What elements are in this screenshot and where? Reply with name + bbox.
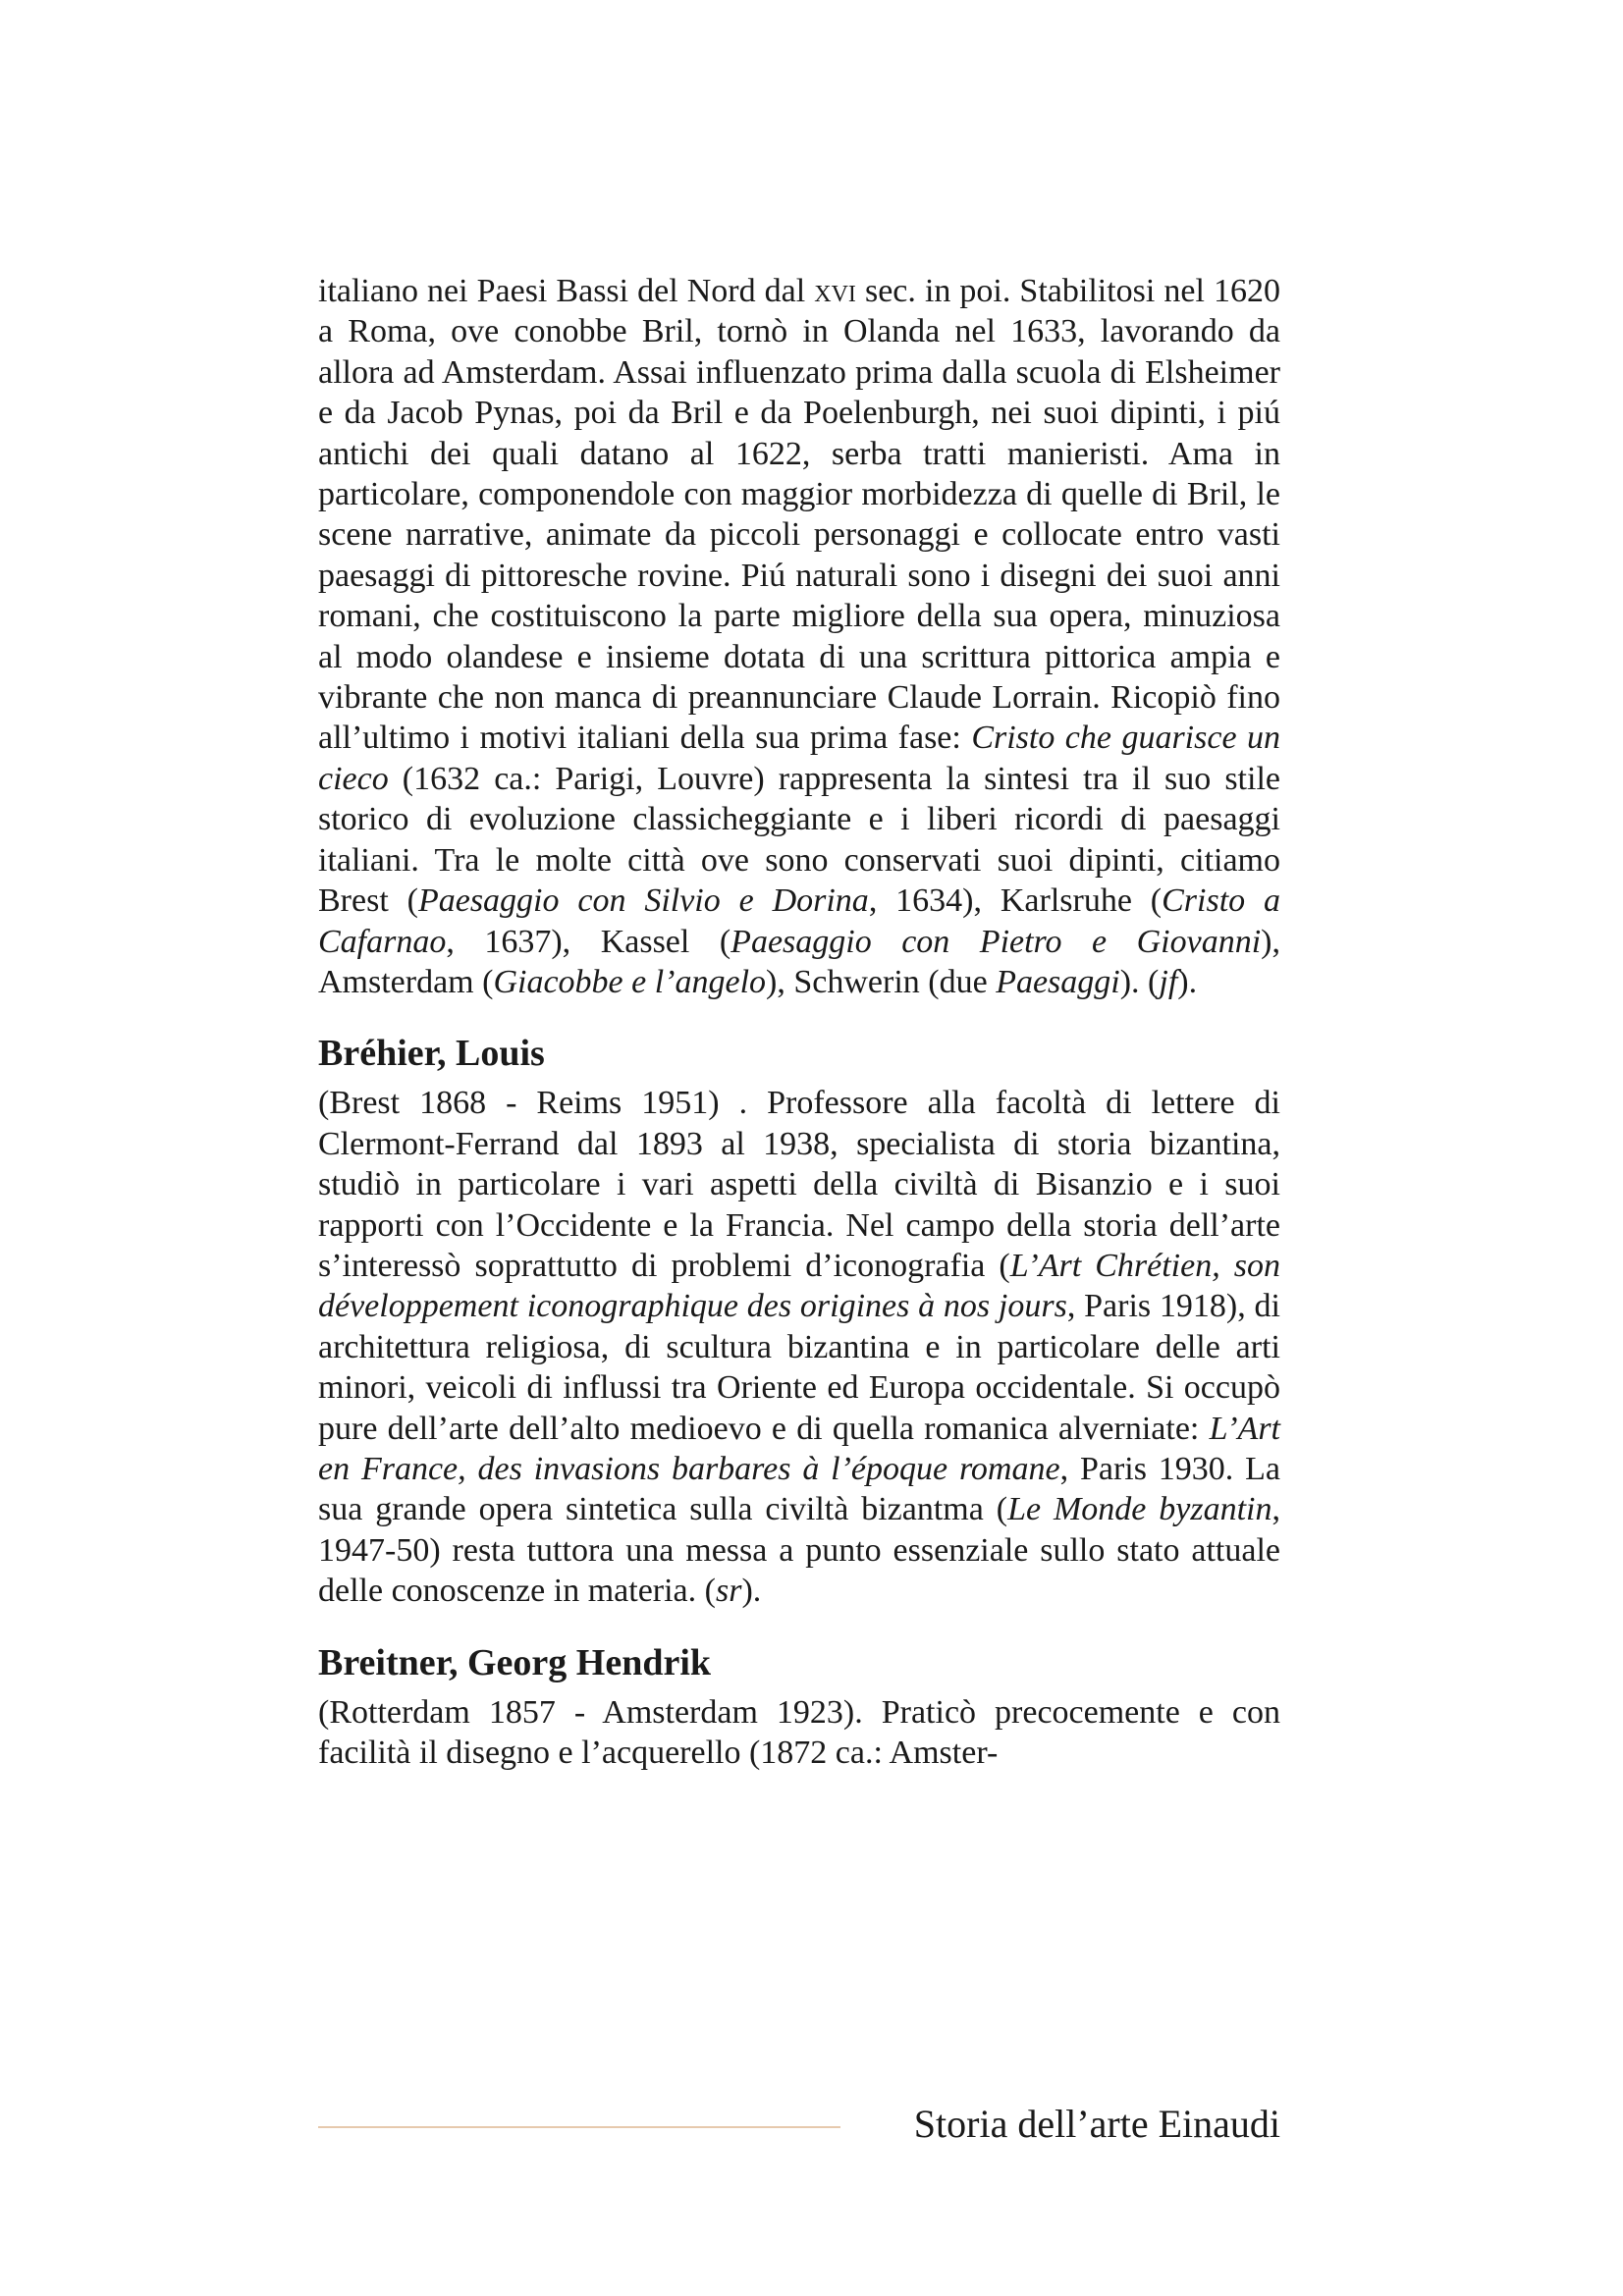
- entry-heading-breitner: Breitner, Georg Hendrik: [318, 1641, 712, 1683]
- italic-title: Cristo che guarisce un cieco: [318, 720, 1280, 797]
- italic-title: Paesaggio con Pietro e Giovanni: [730, 923, 1262, 960]
- footer-rule: [318, 2126, 840, 2128]
- italic-title: sr: [715, 1573, 742, 1610]
- italic-title: L’Art Chrétien, son développement iconographique des origines à nos jours: [318, 1247, 1280, 1325]
- small-caps-numeral: xvi: [814, 273, 856, 309]
- italic-title: L’Art en France, des invasions barbares à l’époque romane: [318, 1410, 1280, 1487]
- italic-title: Paesaggio con Silvio e Dorina: [417, 882, 869, 920]
- italic-title: Le Monde byzantin: [1007, 1491, 1272, 1528]
- italic-title: Paesaggi: [996, 963, 1120, 1000]
- italic-title: Cristo a Cafarnao: [318, 882, 1281, 960]
- entry-text-brehier: (Brest 1868 - Reims 1951) . Professore alla facoltà di lettere di Clermont-Ferrand dal 1893 al 1938, specialista di storia bizantina, studiò in particolare i vari aspetti della civiltà di Bisanzio e i suoi rapporti con l’Occidente e la Francia. Nel campo della storia dell’arte s’interessò soprattutto di problemi d’iconografia (L’Art Chrétien, son développement iconographique des origines à nos jours, Paris 1918), di architettura religiosa, di scultura bizantina e in particolare delle arti minori, veicoli di influssi tra Oriente ed Europa occidentale. Si occupò pure dell’arte dell’alto medioevo e di quella romanica alverniate: L’Art en France, des invasions barbares à l’époque romane, Paris 1930. La sua grande opera sintetica sulla civiltà bizantma (Le Monde byzantin, 1947-50) resta tuttora una messa a punto essenziale sullo stato attuale delle conoscenze in materia. (sr).: [318, 1085, 1281, 1610]
- entry-text-breitner: (Rotterdam 1857 - Amsterdam 1923). Praticò precocemente e con facilità il disegno e l’acquerello (1872 ca.: Amster-: [318, 1693, 1280, 1771]
- page-body: [318, 271, 1280, 1773]
- entry-continuation-text: italiano nei Paesi Bassi del Nord dal xvi sec. in poi. Stabilitosi nel 1620 a Roma, ove conobbe Bril, tornò in Olanda nel 1633, lavorando da allora ad Amsterdam. Assai influenzato prima dalla scuola di Elsheimer e da Jacob Pynas, poi da Bril e da Poelenburgh, nei suoi dipinti, i piú antichi dei quali datano al 1622, serba tratti manieristi. Ama in particolare, componendole con maggior morbidezza di quelle di Bril, le scene narrative, animate da piccoli personaggi e collocate entro vasti paesaggi di pittoresche rovine. Piú naturali sono i disegni dei suoi anni romani, che costituiscono la parte migliore della sua opera, minuziosa al modo olandese e insieme dotata di una scrittura pittorica ampia e vibrante che non manca di preannunciare Claude Lorrain. Ricopiò fino all’ultimo i motivi italiani della sua prima fase: Cristo che guarisce un cieco (1632 ca.: Parigi, Louvre) rappresenta la sintesi tra il suo stile storico di evoluzione classicheggiante e i liberi ricordi di paesaggi italiani. Tra le molte città ove sono conservati suoi dipinti, citiamo Brest (Paesaggio con Silvio e Dorina, 1634), Karlsruhe (Cristo a Cafarnao, 1637), Kassel (Paesaggio con Pietro e Giovanni), Amsterdam (Giacobbe e l’angelo), Schwerin (due Paesaggi). (jf).: [318, 273, 1281, 1000]
- italic-title: Giacobbe e l’angelo: [493, 963, 767, 1000]
- footer-title: Storia dell’arte Einaudi: [913, 2102, 1280, 2146]
- entry-heading-brehier: Bréhier, Louis: [318, 1033, 545, 1075]
- italic-title: jf: [1159, 963, 1178, 1000]
